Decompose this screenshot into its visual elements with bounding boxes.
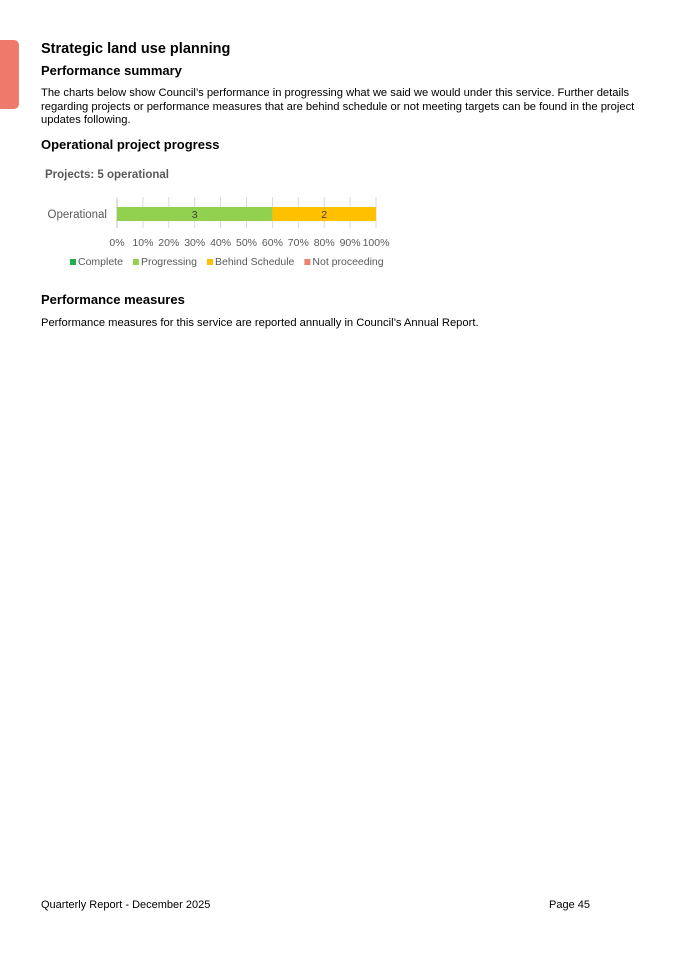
project-progress-chart (0, 185, 675, 285)
legend-label: Not proceeding (312, 256, 384, 268)
footer-page-number: Page 45 (549, 899, 590, 911)
chart-legend (70, 256, 384, 268)
performance-measures-text: Performance measures for this service are reported annually in Council’s Annual Report. (41, 317, 479, 329)
x-tick-label: 90% (339, 237, 361, 249)
x-tick-label: 30% (184, 237, 206, 249)
legend-label: Behind Schedule (214, 256, 295, 268)
bar-data-label: 2 (321, 209, 328, 221)
legend-label: Progressing (140, 256, 197, 268)
chart-x-ticks (109, 237, 389, 249)
intro-paragraph: The charts below show Council’s performance in progressing what we said we would under this service. Further details regarding projects or performance measures that are behind schedule or not meeting targets can be found in the project updates following. (41, 87, 635, 126)
legend-swatch (304, 259, 310, 265)
x-tick-label: 70% (287, 237, 309, 249)
performance-summary-heading: Performance summary (41, 63, 182, 78)
section-title: Strategic land use planning (41, 41, 231, 57)
chart-category-labels (48, 209, 107, 221)
x-tick-label: 60% (261, 237, 283, 249)
footer-report-name: Quarterly Report - December 2025 (41, 899, 211, 911)
legend-swatch (207, 259, 213, 265)
section-side-tab (0, 40, 19, 109)
chart-title: Projects: 5 operational (45, 169, 169, 181)
legend-swatch (70, 259, 76, 265)
category-label: Operational (47, 209, 107, 221)
legend-swatch (133, 259, 139, 265)
performance-measures-heading: Performance measures (41, 292, 185, 307)
bar-data-label: 3 (191, 209, 198, 221)
project-progress-heading: Operational project progress (41, 137, 220, 152)
x-tick-label: 50% (235, 237, 258, 249)
x-tick-label: 20% (158, 237, 180, 249)
x-tick-label: 40% (210, 237, 232, 249)
chart-bars (117, 207, 376, 221)
x-tick-label: 10% (132, 237, 154, 249)
x-tick-label: 100% (362, 237, 390, 249)
legend-label: Complete (78, 256, 123, 268)
x-tick-label: 80% (313, 237, 335, 249)
x-tick-label: 0% (109, 237, 125, 249)
